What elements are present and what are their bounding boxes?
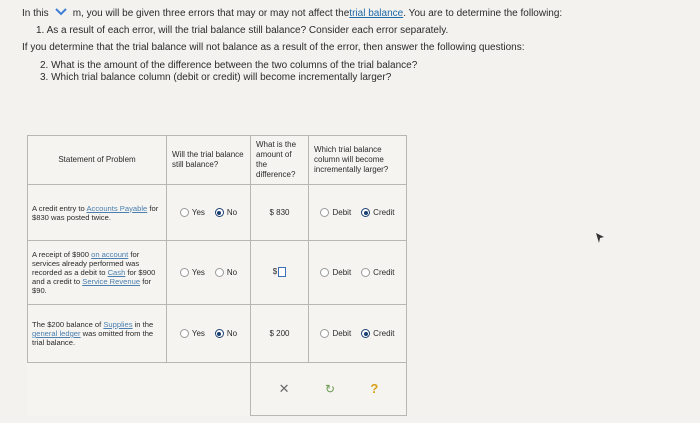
- on-account-link[interactable]: on account: [91, 250, 129, 259]
- answer-controls: [251, 363, 407, 416]
- table-row: [28, 185, 407, 241]
- trial-balance-link[interactable]: trial balance: [349, 8, 404, 19]
- header-balance: Will the trial balance still balance?: [167, 136, 251, 185]
- header-amount: What is the amount of the difference?: [251, 136, 309, 185]
- no-radio[interactable]: No: [215, 208, 237, 218]
- credit-radio[interactable]: Credit: [361, 208, 394, 218]
- column-cell: [309, 185, 407, 241]
- radio-selected-icon[interactable]: [215, 208, 224, 217]
- radio-selected-icon[interactable]: [361, 329, 370, 338]
- empty-cell: [167, 363, 251, 416]
- radio-selected-icon[interactable]: [361, 208, 370, 217]
- instructions: [22, 6, 692, 84]
- radio-icon[interactable]: [180, 208, 189, 217]
- clear-icon[interactable]: ✕: [278, 381, 290, 396]
- empty-cell: [28, 363, 167, 416]
- redo-icon[interactable]: ↻: [324, 382, 335, 396]
- radio-icon[interactable]: [320, 268, 329, 277]
- yes-radio[interactable]: Yes: [180, 329, 205, 339]
- radio-icon[interactable]: [320, 208, 329, 217]
- instructions-line-1: In this m, you will be given three errors that may or may not affect the trial balance . You are to determine the following:: [22, 6, 692, 21]
- difference-amount[interactable]: $ 200: [251, 305, 309, 363]
- question-1: 1. As a result of each error, will the trial balance still balance? Consider each error separately.: [36, 25, 449, 36]
- radio-icon[interactable]: [180, 268, 189, 277]
- problem-statement: A receipt of $900 on account for services already performed was recorded as a debit to Cash for $900 and a credit to Service Revenue for $90.: [28, 241, 167, 305]
- problem-statement: The $200 balance of Supplies in the general ledger was omitted from the trial balance.: [28, 305, 167, 363]
- yes-radio[interactable]: Yes: [180, 268, 205, 278]
- supplies-link[interactable]: Supplies: [103, 320, 133, 329]
- question-3: 3. Which trial balance column (debit or credit) will become incrementally larger?: [40, 72, 392, 83]
- no-radio[interactable]: No: [215, 268, 237, 278]
- chevron-down-icon[interactable]: [51, 5, 71, 18]
- debit-radio[interactable]: Debit: [320, 268, 351, 278]
- header-column: Which trial balance column will become incrementally larger?: [309, 136, 407, 185]
- table-row: [28, 305, 407, 363]
- radio-icon[interactable]: [361, 268, 370, 277]
- balance-cell: [167, 305, 251, 363]
- difference-amount: $: [251, 241, 309, 305]
- credit-radio[interactable]: Credit: [361, 329, 394, 339]
- yes-radio[interactable]: Yes: [180, 208, 205, 218]
- error-analysis-table: [27, 135, 407, 416]
- general-ledger-link[interactable]: general ledger: [32, 329, 81, 338]
- mouse-cursor-icon: [595, 232, 605, 244]
- balance-cell: [167, 185, 251, 241]
- difference-amount[interactable]: $ 830: [251, 185, 309, 241]
- debit-radio[interactable]: Debit: [320, 208, 351, 218]
- column-cell: [309, 305, 407, 363]
- help-icon[interactable]: ?: [370, 381, 379, 396]
- controls-row: [28, 363, 407, 416]
- accounts-payable-link[interactable]: Accounts Payable: [86, 203, 148, 213]
- table-row: [28, 241, 407, 305]
- no-radio[interactable]: No: [215, 329, 237, 339]
- radio-icon[interactable]: [215, 268, 224, 277]
- credit-radio[interactable]: Credit: [361, 268, 394, 278]
- column-cell: [309, 241, 407, 305]
- cash-link[interactable]: Cash: [107, 268, 126, 277]
- radio-icon[interactable]: [180, 329, 189, 338]
- question-2: 2. What is the amount of the difference between the two columns of the trial balance?: [40, 60, 418, 71]
- problem-statement: A credit entry to Accounts Payable for $830 was posted twice.: [28, 185, 167, 241]
- radio-icon[interactable]: [320, 329, 329, 338]
- instructions-line-3: If you determine that the trial balance will not balance as a result of the error, then answer the following questions:: [22, 42, 525, 53]
- radio-selected-icon[interactable]: [215, 329, 224, 338]
- header-statement: Statement of Problem: [28, 136, 167, 185]
- amount-input[interactable]: [278, 267, 286, 277]
- balance-cell: [167, 241, 251, 305]
- table-header-row: [28, 136, 407, 185]
- service-revenue-link[interactable]: Service Revenue: [82, 277, 141, 286]
- debit-radio[interactable]: Debit: [320, 329, 351, 339]
